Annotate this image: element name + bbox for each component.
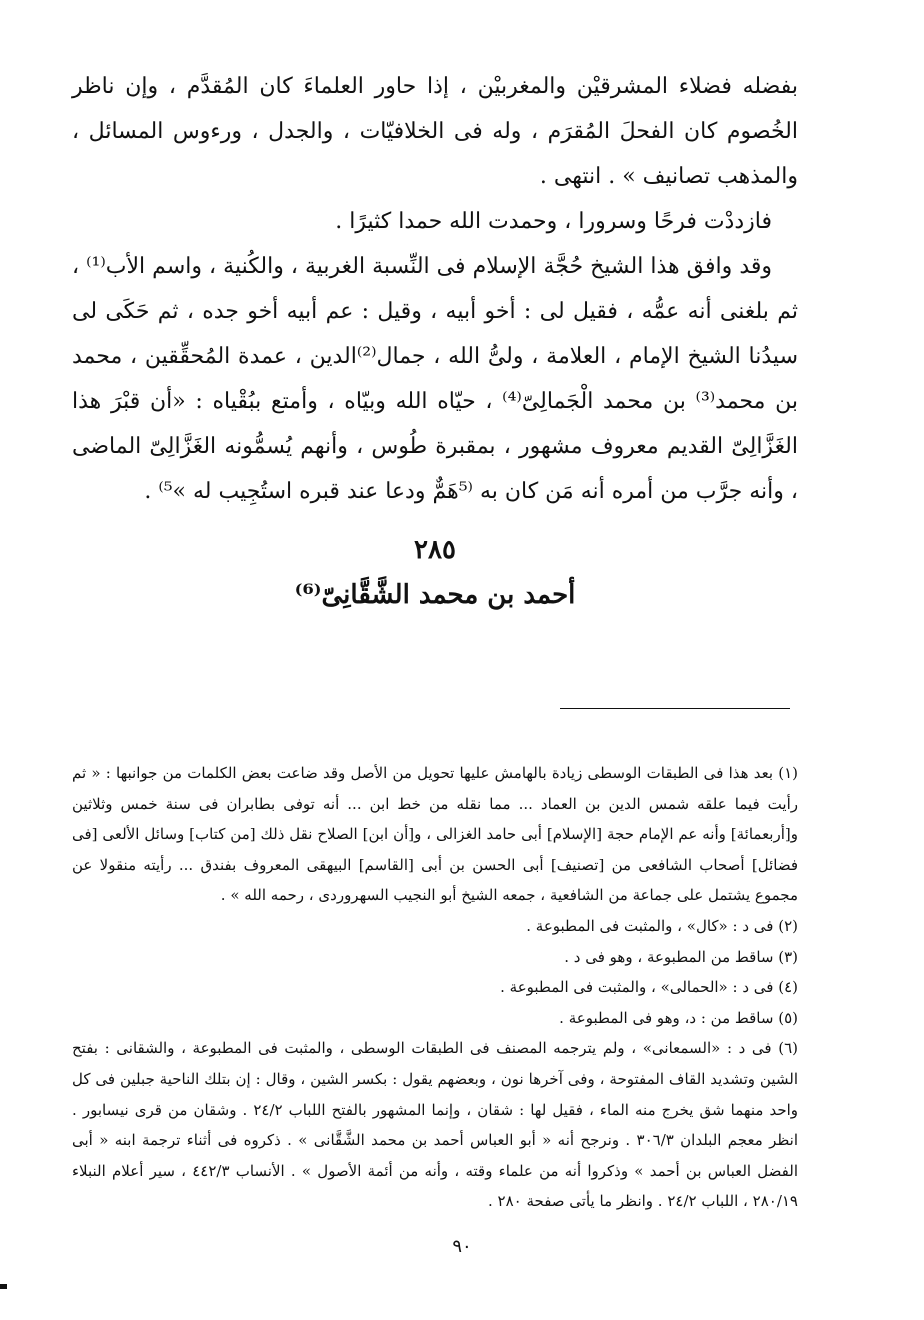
footnote-6: (٦) فى د : «السمعانى» ، ولم يترجمه المصنف فى الطبقات الوسطى ، والمثبت فى المطبوعة ، والشقانى : بفتح الشين وتشديد القاف المفتوحة ، وفى آخرها نون ، وبعضهم يقول : بكسر الشين ، وقال : إن بتلك الناحية جبلين فى كل واحد منهما شق يخرج منه الماء ، فقيل لها : شقان ، وإنما المشهور بالفتح اللباب ٢٤/٢ . وشقان من قرى نيسابور . انظر معجم البلدان ٣٠٦/٣ . ونرجح أنه « أبو العباس أحمد بن محمد الشَّقَّانى » . ذكروه فى أثناء ترجمة ابنه « أبى الفضل العباس بن أحمد » وذكروا أنه من علماء وقته ، وأنه من أئمة الأصول » . الأنساب ٤٤٢/٣ ، سير أعلام النبلاء ٢٨٠/١٩ ، اللباب ٢٤/٢ . وانظر ما يأتى صفحة ٢٨٠ . — [72, 1039, 798, 1211]
footnote-4: (٤) فى د : «الحمالى» ، والمثبت فى المطبوعة . — [500, 978, 798, 997]
entry-title: أحمد بن محمد الشَّقَّانِىّ⁽⁶⁾ — [294, 580, 576, 610]
page-number: ٩٠ — [452, 1236, 472, 1257]
paragraph-ghazali-tomb: وقد وافق هذا الشيخ حُجَّة الإسلام فى النِّسبة الغربية ، والكُنية ، واسم الأب⁽¹⁾ ، ثم بلغنى أنه عمُّه ، فقيل لى : أخو أبيه ، وقيل : عم أبيه أخو جده ، ثم حَكَى لى سيدُنا الشيخ الإمام ، العلامة ، ولىُّ الله ، جمال⁽²⁾الدين ، عمدة المُحقِّقين ، محمد بن محمد⁽³⁾ بن محمد الْجَمالِىّ⁽⁴⁾ ، حيّاه الله وبيّاه ، وأمتع ببُقْياه : «أن قبْرَ هذا الغَزَّالِىّ القديم معروف مشهور ، بمقبرة طُوس ، وأنهم يُسمُّونه الغَزَّالِىّ الماضى ، وأنه جرَّب من أمره أنه مَن كان به ⁽⁵هَمٌّ ودعا عند قبره استُجِيب له »⁵⁾ . — [72, 254, 798, 504]
footnote-5: (٥) ساقط من : د، وهو فى المطبوعة . — [559, 1008, 798, 1027]
margin-mark — [0, 1284, 7, 1289]
footnote-2: (٢) فى د : «كال» ، والمثبت فى المطبوعة . — [526, 916, 798, 935]
paragraph-rejoicing: فازددْت فرحًا وسرورا ، وحمدت الله حمدا كثيرًا . — [335, 209, 772, 234]
main-text — [72, 64, 798, 514]
paragraph-continued: بفضله فضلاء المشرقيْن والمغربيْن ، إذا حاور العلماءَ كان المُقدَّم ، وإن ناظر الخُصوم كان الفحلَ المُقرَم ، وله فى الخلافيّات ، والجدل ، ورءوس المسائل ، والمذهب تصانيف » . انتهى . — [72, 74, 798, 189]
page-content — [72, 64, 798, 618]
footnotes — [72, 758, 798, 1217]
footnote-3: (٣) ساقط من المطبوعة ، وهو فى د . — [564, 947, 798, 966]
footnote-1: (١) بعد هذا فى الطبقات الوسطى زيادة بالهامش عليها تحويل من الأصل وقد ضاعت بعض الكلمات من جوانبها : « ثم رأيت فيما علقه شمس الدين بن العماد ... مما نقله من خط ابن ... أنه توفى بطابران فى سنة خمس وثلاثين و[أربعمائة] وأنه عم الإمام حجة [الإسلام] أبى حامد الغزالى ، و[أن ابن] الصلاح نقل ذلك [من كتاب] وسائل الألعى [فى فضائل] أصحاب الشافعى من [تصنيف] أبى الحسن بن أبى [القاسم] البيهقى المعروف بفندق ... رأيته منقولا عن مجموع يشتمل على جماعة من الشافعية ، جمعه الشيخ أبو النجيب السهروردى ، رحمه الله » . — [72, 764, 798, 905]
entry-number: ٢٨٥ — [414, 535, 456, 565]
footnote-divider — [560, 708, 790, 709]
